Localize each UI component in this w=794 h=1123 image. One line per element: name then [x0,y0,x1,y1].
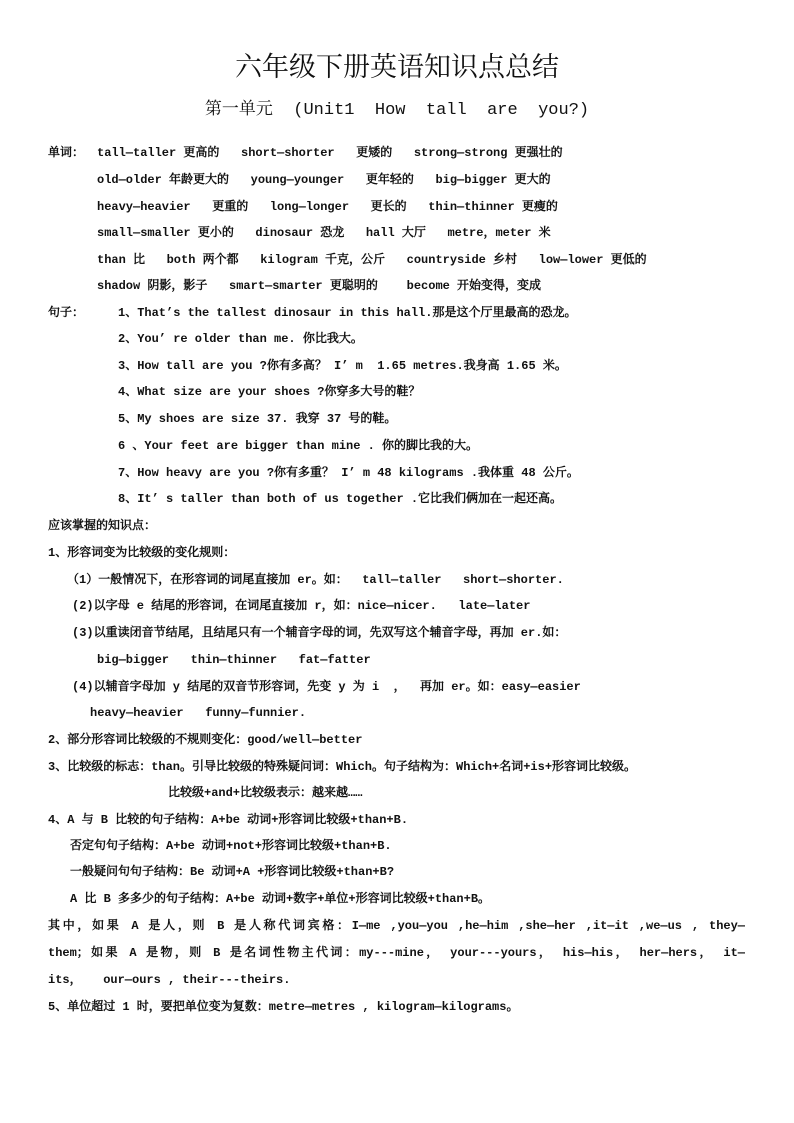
vocabulary-line: small—smaller 更小的 dinosaur 恐龙 hall 大厅 metre，meter 米 [97,226,551,240]
knowledge-line: 5、单位超过 1 时，要把单位变为复数：metre—metres , kilogram—kilograms。 [48,1000,519,1014]
knowledge-line: 一般疑问句句子结构：Be 动词+A +形容词比较级+than+B? [70,865,395,879]
knowledge-line: 其中，如果 A 是人，则 B 是人称代词宾格：I—me ,you—you ,he—him ,she—her ,it—it ,we—us , they— [48,919,745,933]
knowledge-line: 比较级+and+比较级表示：越来越…… [168,786,363,800]
knowledge-line: (3)以重读闭音节结尾，且结尾只有一个辅音字母的词，先双写这个辅音字母，再加 er.如： [72,626,567,640]
vocabulary-line: than 比 both 两个都 kilogram 千克，公斤 countryside 乡村 low—lower 更低的 [97,253,647,267]
sentence-item: 7、How heavy are you ?你有多重？ I’ m 48 kilograms .我体重 48 公斤。 [118,466,579,480]
knowledge-heading: 应该掌握的知识点： [48,519,157,533]
vocabulary-line: old—older 年龄更大的 young—younger 更年轻的 big—bigger 更大的 [97,173,551,187]
unit-subtitle: 第一单元 (Unit1 How tall are you?) [204,101,590,120]
sentence-item: 6 、Your feet are bigger than mine . 你的脚比我的大。 [118,439,479,453]
knowledge-line: A 比 B 多多少的句子结构：A+be 动词+数字+单位+形容词比较级+than+B。 [70,892,491,906]
page-title: 六年级下册英语知识点总结 [235,52,559,82]
vocabulary-line: tall—taller 更高的 short—shorter 更矮的 strong—strong 更强壮的 [97,146,563,160]
knowledge-line: them；如果 A 是物，则 B 是名词性物主代词：my---mine， your---yours， his—his， her—hers， it— [48,946,745,960]
vocabulary-line: shadow 阴影，影子 smart—smarter 更聪明的 become 开始变得，变成 [97,279,542,293]
knowledge-line: (2)以字母 e 结尾的形容词，在词尾直接加 r，如：nice—nicer. late—later [72,599,531,613]
knowledge-line: heavy—heavier funny—funnier. [90,706,307,720]
sentence-item: 2、You’ re older than me. 你比我大。 [118,332,363,346]
sentence-item: 5、My shoes are size 37. 我穿 37 号的鞋。 [118,412,397,426]
vocabulary-line: heavy—heavier 更重的 long—longer 更长的 thin—thinner 更瘦的 [97,200,558,214]
knowledge-line: （1）一般情况下，在形容词的词尾直接加 er。如： tall—taller short—shorter. [67,573,564,587]
sentence-item: 8、It’ s taller than both of us together .它比我们俩加在一起还高。 [118,492,563,506]
knowledge-line: 1、形容词变为比较级的变化规则： [48,546,236,560]
knowledge-line: 否定句句子结构：A+be 动词+not+形容词比较级+than+B. [70,839,392,853]
sentence-item: 1、That’s the tallest dinosaur in this hall.那是这个厅里最高的恐龙。 [118,306,577,320]
knowledge-line: big—bigger thin—thinner fat—fatter [97,653,371,667]
knowledge-line: 2、部分形容词比较级的不规则变化：good/well—better [48,733,363,747]
vocabulary-label: 单词： [48,146,85,160]
knowledge-line: 4、A 与 B 比较的句子结构：A+be 动词+形容词比较级+than+B. [48,813,409,827]
knowledge-line: its， our—ours , their---theirs. [48,973,291,987]
sentences-label: 句子： [48,306,85,320]
knowledge-line: (4)以辅音字母加 y 结尾的双音节形容词，先变 y 为 i ， 再加 er。如：easy—easier [72,680,581,694]
knowledge-line: 3、比较级的标志：than。引导比较级的特殊疑问词：Which。句子结构为：Which+名词+is+形容词比较级。 [48,760,637,774]
sentence-item: 4、What size are your shoes ?你穿多大号的鞋？ [118,385,421,399]
sentence-item: 3、How tall are you ?你有多高？ I’ m 1.65 metres.我身高 1.65 米。 [118,359,567,373]
